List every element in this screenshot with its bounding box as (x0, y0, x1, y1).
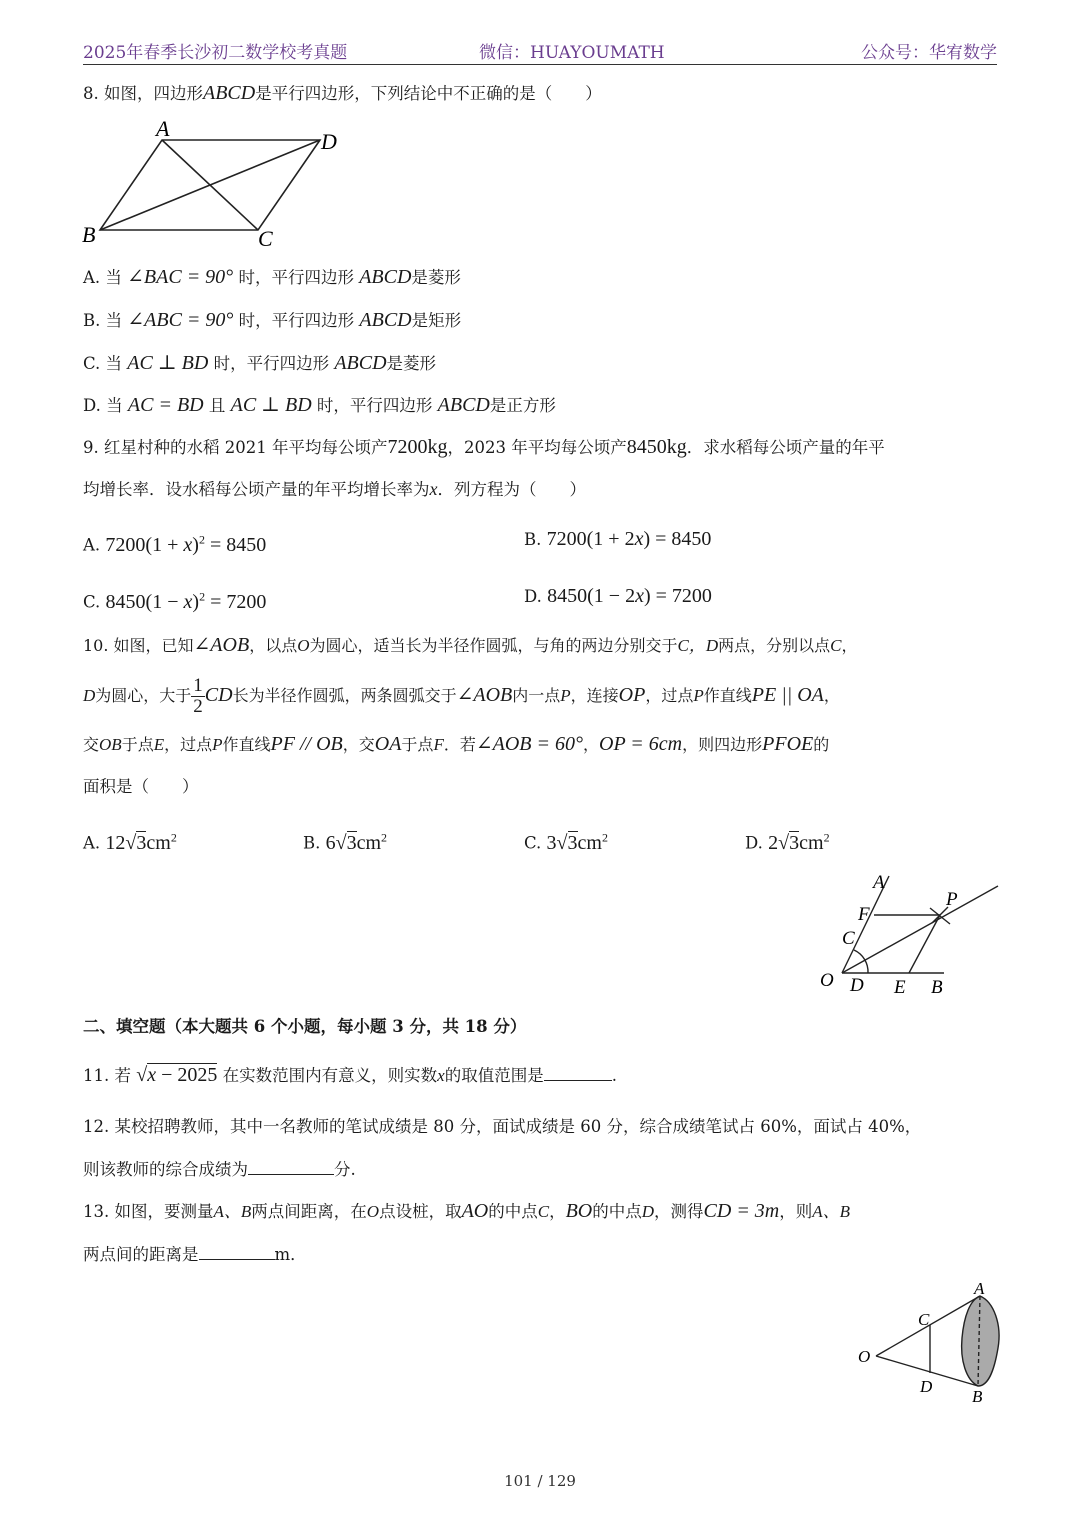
q10-opt-c-sup: 2 (601, 830, 608, 844)
q11-radical: √x − 2025 (136, 1064, 218, 1086)
q12-stem-line2 (83, 1158, 356, 1181)
q10-opt-d-sup: 2 (823, 830, 830, 844)
q13-text-1: 13. 如图，要测量 (83, 1202, 214, 1221)
q8-opt-a-var: ABCD (359, 266, 412, 288)
q10-point-f: F (433, 735, 444, 754)
q10-option-a (83, 826, 177, 855)
q13-fig-label-c: C (918, 1310, 930, 1329)
q13-text-5: ， (549, 1202, 566, 1221)
q10-point-o: O (297, 636, 310, 655)
q10-angle-1: ∠AOB (193, 634, 250, 656)
q9-text-2: ，2023 年平均每公顷产 (447, 438, 627, 457)
q10-fig-label-o: O (820, 970, 834, 991)
q9-opt-b-pre: 7200(1 + 2 (546, 528, 635, 550)
q10-text-22: 的 (813, 735, 830, 754)
q8-option-b (83, 309, 461, 332)
q9-opt-c-x: x (183, 590, 193, 613)
q10-ray-ob: OB (99, 735, 122, 754)
q9-opt-d-pre: 8450(1 − 2 (547, 585, 636, 607)
q10-text-8: 内一点 (512, 686, 561, 705)
q8-opt-b-mid: 时，平行四边形 (238, 311, 355, 330)
q9-opt-b-rhs: ) = 8450 (643, 528, 712, 550)
q13-text-4: 的中点 (488, 1202, 538, 1221)
q10-fig-label-p: P (946, 889, 958, 910)
q13-cd-length: CD = 3m (703, 1200, 780, 1222)
q10-fig-label-e: E (894, 977, 906, 998)
q10-fig-label-c: C (842, 928, 855, 949)
q9-opt-b-x: x (634, 528, 644, 550)
q10-opt-c-expr: $3√3cm^2$ (546, 830, 608, 854)
q8-option-a (83, 266, 461, 289)
q10-text-2: ，以点 (249, 636, 298, 655)
q10-fig-label-b: B (931, 977, 943, 998)
q10-text-5: ， (841, 636, 858, 655)
q9-text-4: 均增长率．设水稻每公顷产量的年平均增长率为 (83, 480, 430, 499)
q10-text-6: 为圆心，大于 (95, 686, 192, 705)
q11-text-1: 11. 若 (83, 1066, 131, 1085)
q8-stem-text-2: 是平行四边形，下列结论中不正确的是（ ） (255, 84, 602, 103)
q10-segment-op: OP (618, 684, 646, 706)
q10-fig-label-f: F (858, 904, 870, 925)
q8-label-d: D (321, 129, 337, 154)
q11-rad-x: x (147, 1064, 157, 1086)
q10-opt-b-label: B. (303, 833, 321, 853)
q8-opt-d-mid: 时，平行四边形 (316, 396, 433, 415)
q13-text-7: ，测得 (654, 1202, 704, 1221)
q8-opt-d-cond2: AC ⊥ BD (230, 394, 312, 416)
q9-text-3: ．求水稻每公顷产量的年平 (686, 438, 885, 457)
q13-text-3: 点设桩，取 (379, 1202, 462, 1221)
q13-fig-label-o: O (858, 1347, 871, 1366)
q8-opt-a-end: 是菱形 (411, 268, 461, 287)
q10-opt-b-expr: $6√3cm^2$ (325, 830, 388, 854)
q13-point-d: D (641, 1202, 655, 1221)
q9-text-5: ．列方程为（ ） (437, 480, 586, 499)
q9-opt-c-post: ) (192, 590, 200, 613)
q9-opt-b-expr (547, 528, 712, 550)
q10-text-1: 10. 如图，已知 (83, 636, 194, 655)
q10-text-21: ，则四边形 (682, 735, 763, 754)
q10-opt-c-unit: cm (577, 831, 602, 854)
q10-stem-line1 (83, 634, 858, 657)
q10-point-d: D (83, 686, 96, 705)
q9-opt-a-expr (105, 534, 266, 556)
q10-frac-num: 1 (193, 675, 203, 696)
q12-text-1: 则该教师的综合成绩为 (83, 1160, 248, 1179)
q13-segment-ao: AO (461, 1200, 489, 1222)
q13-answer-blank[interactable] (199, 1243, 275, 1260)
q9-var-x: x (429, 479, 438, 499)
q9-opt-d-label: D. (524, 587, 542, 606)
q10-text-20: ， (582, 735, 599, 754)
q11-text-3: 的取值范围是 (444, 1066, 544, 1085)
q8-label-b: B (82, 222, 96, 247)
q10-point-e: E (153, 735, 165, 754)
q13-stem-line1 (83, 1200, 850, 1223)
q9-opt-a-rhs: = 8450 (204, 533, 267, 556)
q10-quad-pfoe: PFOE (762, 733, 814, 755)
q8-option-d (83, 394, 556, 417)
q13-text-9: 两点间的距离是 (83, 1245, 199, 1264)
header-wechat: 微信：HUAYOUMATH (479, 43, 665, 63)
q9-opt-c-rhs: = 7200 (205, 590, 267, 613)
q10-fraction-half (191, 676, 205, 717)
q8-stem-var: ABCD (203, 82, 256, 104)
q11-answer-blank[interactable] (544, 1064, 612, 1081)
q8-parallelogram-figure (78, 116, 348, 251)
q13-fig-label-a: A (974, 1280, 985, 1298)
q9-option-a (83, 528, 266, 557)
q10-opt-a-label: A. (83, 833, 101, 853)
q8-opt-c-letter: C. 当 (83, 354, 123, 373)
q8-opt-b-end: 是矩形 (411, 311, 462, 330)
q10-opt-b-rad: 3 (346, 831, 357, 854)
q10-opt-b-sup: 2 (381, 830, 388, 844)
q9-opt-c-sup: 2 (199, 589, 206, 603)
q12-stem-line1: 12. 某校招聘教师，其中一名教师的笔试成绩是 80 分，面试成绩是 60 分，综合成绩笔试占 60%，面试占 40%， (83, 1117, 922, 1136)
q10-text-19: ．若 (443, 735, 476, 754)
q9-option-b (524, 528, 711, 551)
q10-point-p-3: P (212, 735, 223, 754)
page-number: 101 / 129 (504, 1472, 576, 1490)
q13-fig-label-b: B (972, 1387, 983, 1405)
q9-stem-line1 (83, 436, 885, 459)
q9-opt-a-x: x (183, 533, 193, 556)
q8-opt-a-cond: ∠BAC = 90° (127, 266, 234, 288)
q10-opt-b-unit: cm (356, 831, 382, 854)
q10-frac-den: 2 (193, 696, 203, 717)
q10-opt-c-coef: 3 (546, 831, 557, 854)
q10-text-13: 交 (83, 735, 100, 754)
q10-stem-line4: 面积是（ ） (83, 777, 199, 796)
q8-stem (83, 82, 602, 105)
q8-label-a: A (156, 116, 170, 141)
header-account: 公众号：华宥数学 (861, 43, 997, 63)
q10-opt-d-label: D. (745, 833, 763, 853)
q8-opt-a-mid: 时，平行四边形 (238, 268, 354, 287)
q10-angle-2: ∠AOB (456, 684, 513, 706)
q13-stem-line2 (83, 1243, 307, 1266)
q8-opt-d-var: ABCD (437, 394, 490, 416)
q10-text-16: 作直线 (222, 735, 271, 754)
q9-text-1: 9. 红星村种的水稻 2021 年平均每公顷产 (83, 438, 388, 457)
q10-opt-d-unit: cm (799, 831, 824, 854)
q9-opt-c-label: C. (83, 592, 101, 612)
q10-line-pe: PE || OA (751, 684, 824, 706)
q10-text-7: 长为半径作圆弧，两条圆弧交于 (232, 686, 457, 705)
q13-point-o: O (366, 1202, 380, 1221)
q10-opt-a-sup: 2 (170, 830, 177, 844)
q9-option-d (524, 585, 712, 608)
q11-stem (83, 1064, 617, 1087)
q8-opt-d-end: 是正方形 (489, 396, 556, 415)
q9-value-2021: 7200kg (387, 436, 448, 458)
q9-stem-line2 (83, 478, 586, 501)
q8-option-c (83, 352, 436, 375)
q13-point-c: C (537, 1202, 550, 1221)
q10-text-11: 作直线 (703, 686, 752, 705)
q10-stem-line2 (83, 670, 840, 721)
q10-text-4: 两点，分别以点 (718, 636, 831, 655)
q8-opt-a-letter: A. 当 (83, 268, 122, 287)
q10-angle-construction-figure (814, 868, 1004, 998)
q8-opt-c-mid: 时，平行四边形 (213, 354, 330, 373)
q13-fig-label-d: D (920, 1377, 933, 1396)
q10-opt-d-expr: $2√3cm^2$ (768, 830, 830, 854)
q8-opt-d-letter: D. 当 (83, 396, 123, 415)
q10-option-b (303, 826, 387, 855)
q10-text-14: 于点 (121, 735, 154, 754)
q8-opt-d-and: 且 (208, 396, 226, 415)
q10-ray-oa: OA (374, 733, 402, 755)
q10-text-3: 为圆心，适当长为半径作圆弧，与角的两边分别交于 (309, 636, 678, 655)
q12-text-2: 分. (334, 1160, 356, 1179)
q10-opt-a-unit: cm (146, 831, 171, 854)
q13-text-10: m． (274, 1245, 307, 1264)
q10-op-length: OP = 6cm (599, 733, 683, 755)
q10-opt-b-coef: 6 (325, 831, 336, 854)
q13-segment-bo: BO (565, 1200, 593, 1222)
q10-option-d (745, 826, 830, 855)
q11-rad-rest: − 2025 (156, 1064, 218, 1086)
q13-points-ab: A、B (213, 1202, 252, 1221)
q10-text-12: ， (823, 686, 840, 705)
q9-opt-b-label: B. (524, 530, 542, 549)
q12-answer-blank[interactable] (248, 1158, 334, 1175)
q11-var-x: x (437, 1066, 445, 1085)
q13-text-6: 的中点 (592, 1202, 642, 1221)
q10-text-10: ，过点 (645, 686, 694, 705)
page-header (83, 36, 997, 65)
q8-opt-b-var: ABCD (359, 309, 412, 331)
q10-opt-c-label: C. (524, 833, 542, 853)
q8-opt-d-cond1: AC = BD (127, 394, 204, 416)
q9-opt-a-sup: 2 (198, 532, 205, 546)
q13-pond-distance-figure (852, 1280, 1012, 1405)
q8-label-c: C (258, 226, 273, 251)
q8-opt-c-end: 是菱形 (386, 354, 437, 373)
q8-opt-b-letter: B. 当 (83, 311, 123, 330)
q10-text-15: ，过点 (164, 735, 213, 754)
q9-opt-a-post: ) (192, 533, 199, 556)
q10-text-17: ，交 (342, 735, 375, 754)
header-title: 2025年春季长沙初二数学校考真题 (83, 43, 348, 63)
q9-value-2023: 8450kg (626, 436, 687, 458)
q8-opt-c-cond: AC ⊥ BD (127, 352, 209, 374)
q10-point-p-2: P (693, 686, 704, 705)
q10-text-18: 于点 (401, 735, 434, 754)
q9-opt-c-pre: 8450(1 − (105, 590, 184, 613)
q10-point-p: P (560, 686, 571, 705)
q10-opt-c-rad: 3 (567, 831, 578, 854)
q10-stem-line3 (83, 733, 829, 756)
q10-opt-d-coef: 2 (768, 831, 779, 854)
q11-period: . (611, 1066, 617, 1085)
q10-angle-cond: ∠AOB = 60° (475, 733, 583, 755)
q10-opt-a-expr: $12√3cm^2$ (105, 830, 177, 854)
q10-segment-cd: CD (204, 684, 233, 706)
q10-fig-label-d: D (850, 975, 864, 996)
q10-text-9: ，连接 (570, 686, 619, 705)
q13-text-8: ，则 (779, 1202, 813, 1221)
q10-line-pf: PF // OB (270, 733, 343, 755)
q10-fig-label-a: A (873, 872, 885, 893)
q10-option-c (524, 826, 608, 855)
q9-option-c (83, 585, 266, 614)
q9-opt-d-rhs: ) = 7200 (643, 585, 712, 607)
q9-opt-a-pre: 7200(1 + (105, 533, 184, 556)
section-2-heading: 二、填空题（本大题共 6 个小题，每小题 3 分，共 18 分） (83, 1017, 527, 1036)
q9-opt-c-expr (106, 591, 267, 613)
q9-opt-d-x: x (635, 585, 644, 607)
q9-opt-d-expr (547, 585, 712, 607)
q13-points-ab-2: A、B (812, 1202, 851, 1221)
q10-point-c: C (830, 636, 842, 655)
q10-points-cd: C，D (677, 636, 719, 655)
q9-opt-a-label: A. (83, 535, 101, 555)
q10-opt-a-rad: 3 (136, 831, 147, 854)
q10-opt-a-coef: 12 (105, 831, 126, 854)
q8-opt-c-var: ABCD (334, 352, 387, 374)
q11-text-2: 在实数范围内有意义，则实数 (222, 1066, 438, 1085)
q10-opt-d-rad: 3 (789, 831, 800, 854)
q8-opt-b-cond: ∠ABC = 90° (127, 309, 234, 331)
q13-text-2: 两点间距离，在 (251, 1202, 367, 1221)
q8-stem-text: 8. 如图，四边形 (83, 84, 203, 103)
